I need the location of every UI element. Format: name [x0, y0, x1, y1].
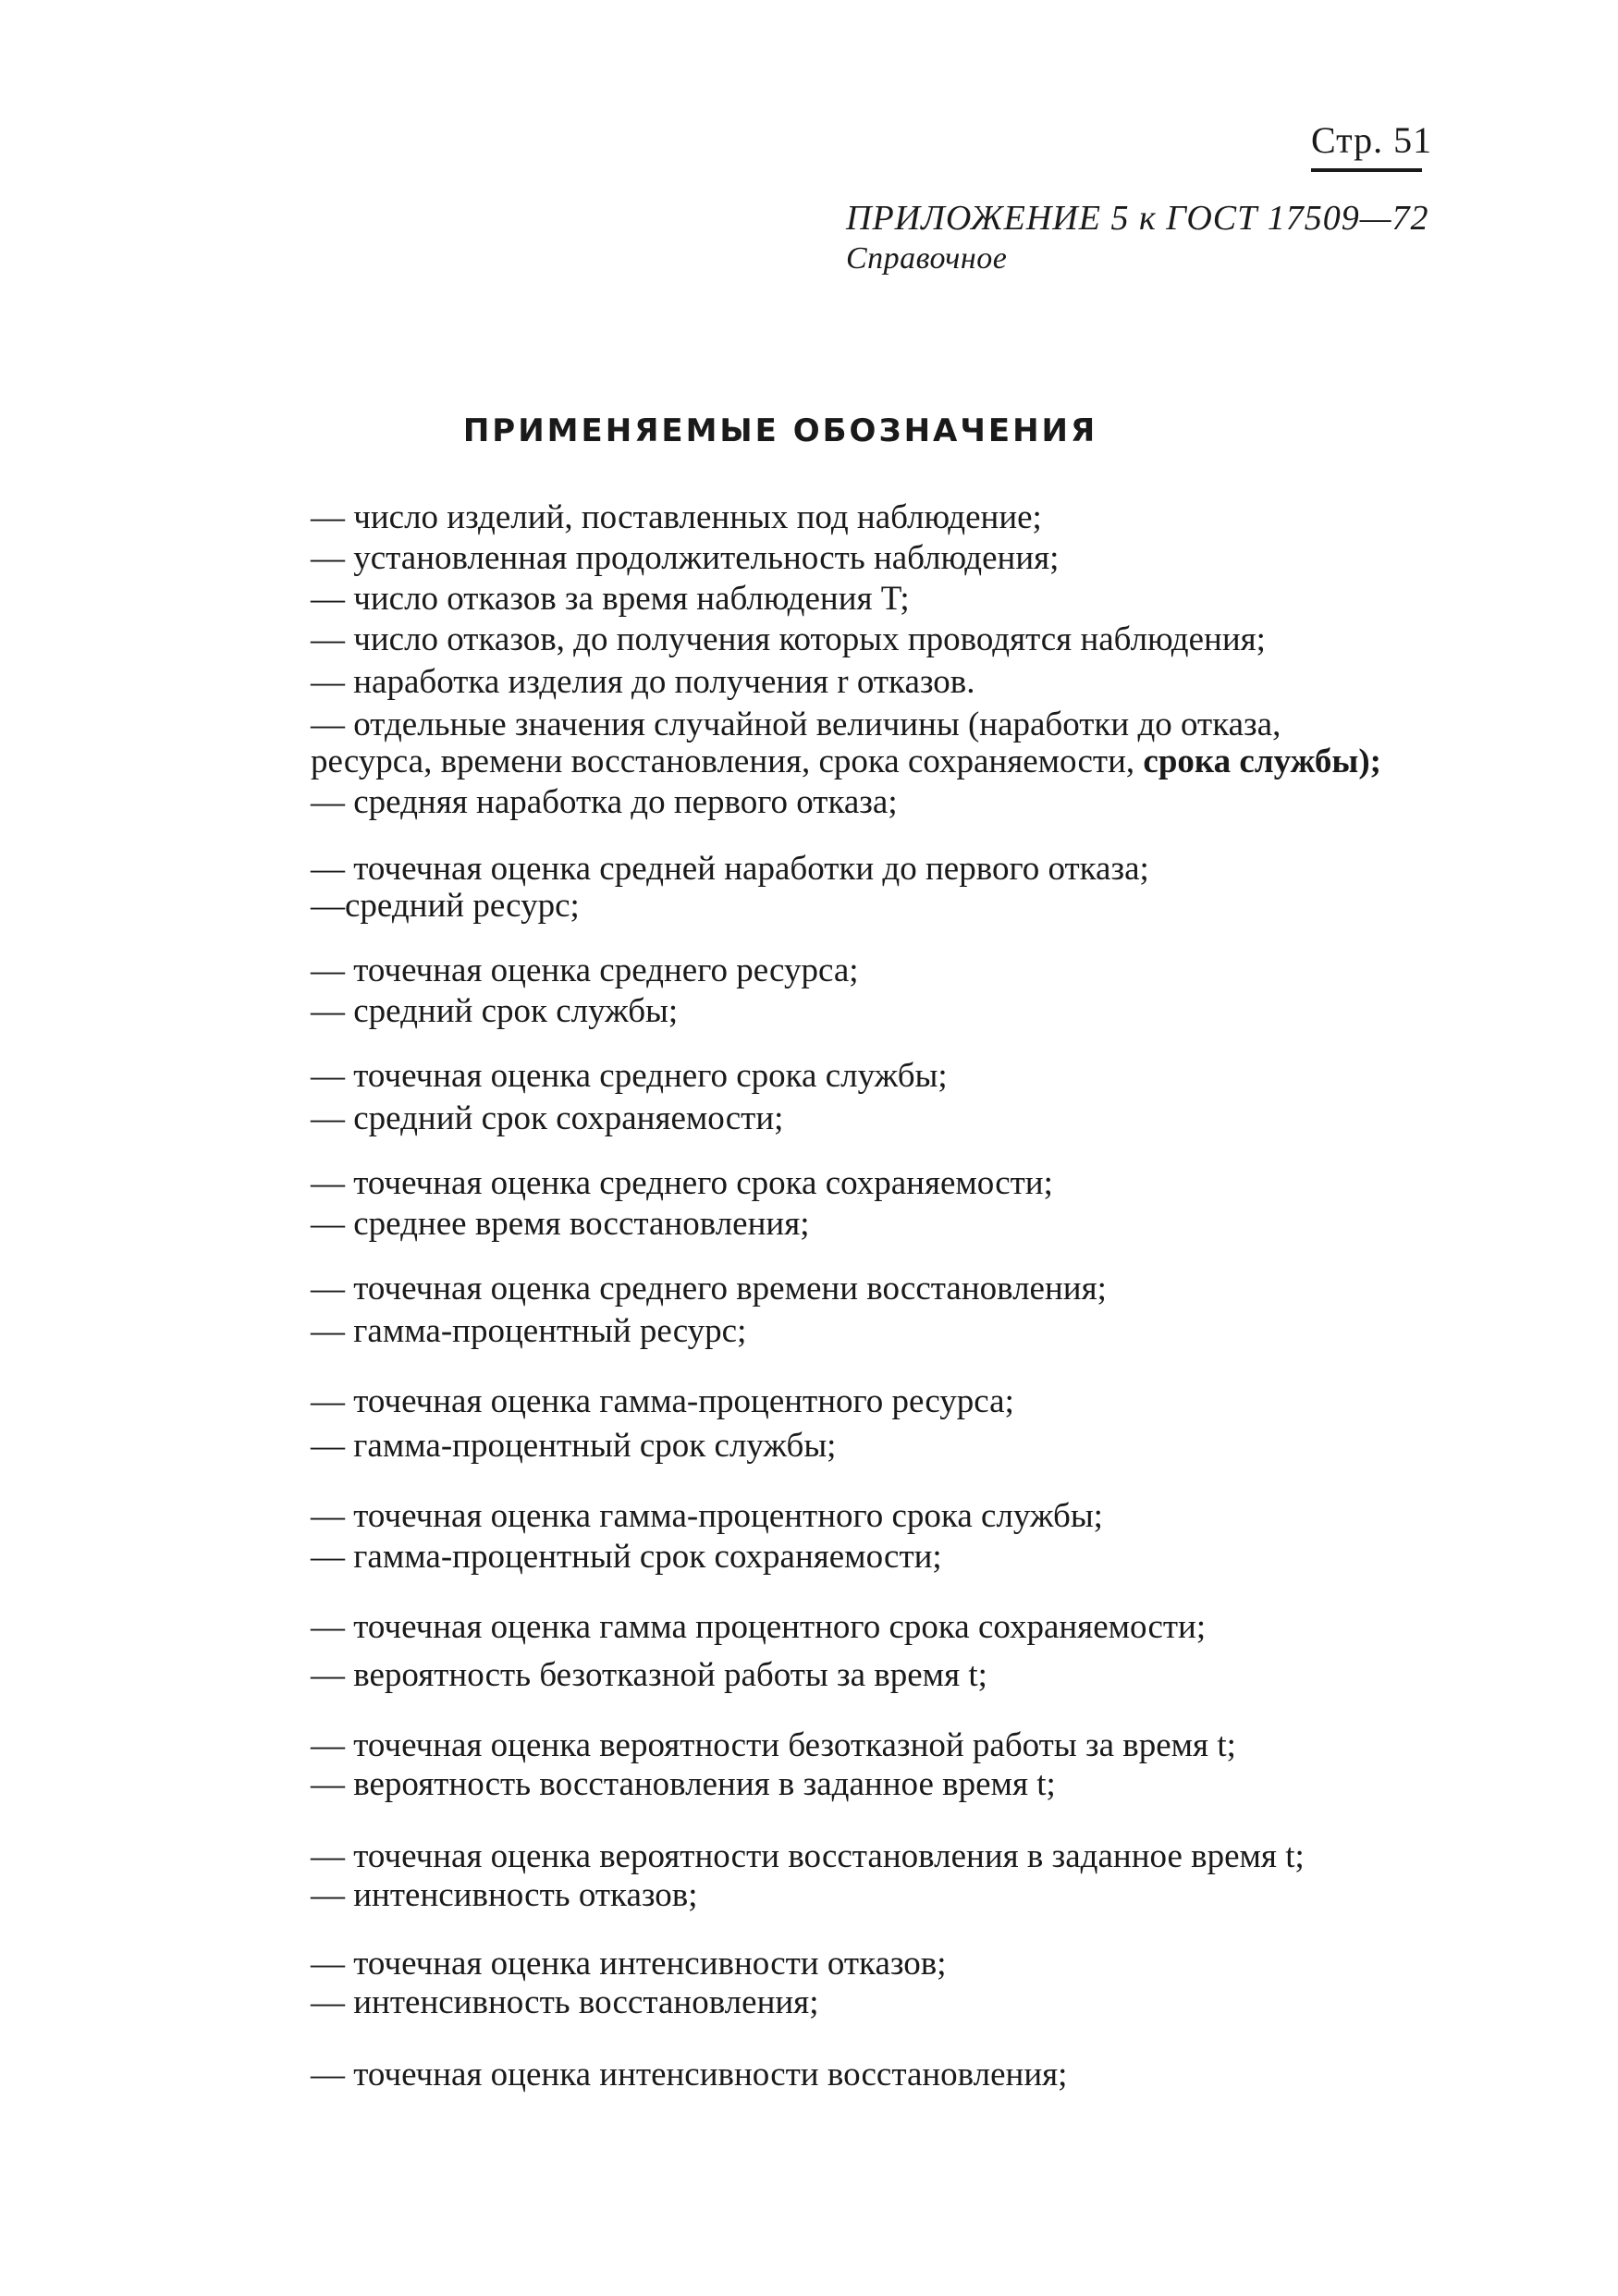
definition: — средний срок сохраняемости;: [311, 1099, 784, 1137]
definition: — средний срок службы;: [311, 992, 679, 1030]
definition: — средняя наработка до первого отказа;: [311, 783, 898, 821]
appendix-note: Справочное: [846, 241, 1008, 276]
definition: — точечная оценка гамма процентного срока сохраняемости;: [311, 1608, 1207, 1646]
definition: — точечная оценка гамма-процентного ресурса;: [311, 1382, 1014, 1420]
definition: — гамма-процентный срок сохраняемости;: [311, 1538, 942, 1576]
definition: — вероятность безотказной работы за время t;: [311, 1656, 987, 1694]
definition: — точечная оценка среднего ресурса;: [311, 952, 859, 989]
definition: —средний ресурс;: [311, 887, 580, 925]
definition: — интенсивность отказов;: [311, 1876, 698, 1914]
definition: — гамма-процентный срок службы;: [311, 1427, 837, 1465]
appendix-header: [846, 198, 1429, 279]
definition: — гамма-процентный ресурс;: [311, 1312, 747, 1350]
definition: — число изделий, поставленных под наблюдение;: [311, 498, 1042, 536]
definition: — точечная оценка средней наработки до первого отказа;: [311, 850, 1149, 888]
definition: — точечная оценка вероятности восстановления в заданное время t;: [311, 1837, 1305, 1875]
definition: — число отказов, до получения которых проводятся наблюдения;: [311, 620, 1266, 658]
definition: — точечная оценка интенсивности восстановления;: [311, 2056, 1068, 2093]
definition: — точечная оценка интенсивности отказов;: [311, 1945, 947, 1983]
definition: — установленная продолжительность наблюдения;: [311, 539, 1060, 577]
definition: — точечная оценка вероятности безотказной работы за время t;: [311, 1726, 1236, 1764]
definition-continuation: ресурса, времени восстановления, срока сохраняемости, срока службы);: [311, 743, 1381, 780]
definition: — точечная оценка гамма-процентного срока службы;: [311, 1497, 1103, 1535]
definition: — интенсивность восстановления;: [311, 1983, 819, 2021]
definition: — среднее время восстановления;: [311, 1205, 810, 1243]
page-number-rule: [1311, 168, 1422, 172]
page-number: Стр. 51: [1311, 119, 1433, 161]
appendix-title: ПРИЛОЖЕНИЕ 5 к ГОСТ 17509—72: [846, 199, 1429, 238]
definition: — отдельные значения случайной величины (наработки до отказа,: [311, 706, 1281, 743]
definition: — вероятность восстановления в заданное время t;: [311, 1765, 1056, 1803]
definition: — число отказов за время наблюдения T;: [311, 580, 910, 618]
section-title: ПРИМЕНЯЕМЫЕ ОБОЗНАЧЕНИЯ: [462, 412, 1098, 449]
definition: — наработка изделия до получения r отказов.: [311, 663, 975, 701]
definition: — точечная оценка среднего срока сохраняемости;: [311, 1164, 1053, 1202]
definition: — точечная оценка среднего времени восстановления;: [311, 1270, 1107, 1308]
definition: — точечная оценка среднего срока службы;: [311, 1057, 948, 1095]
